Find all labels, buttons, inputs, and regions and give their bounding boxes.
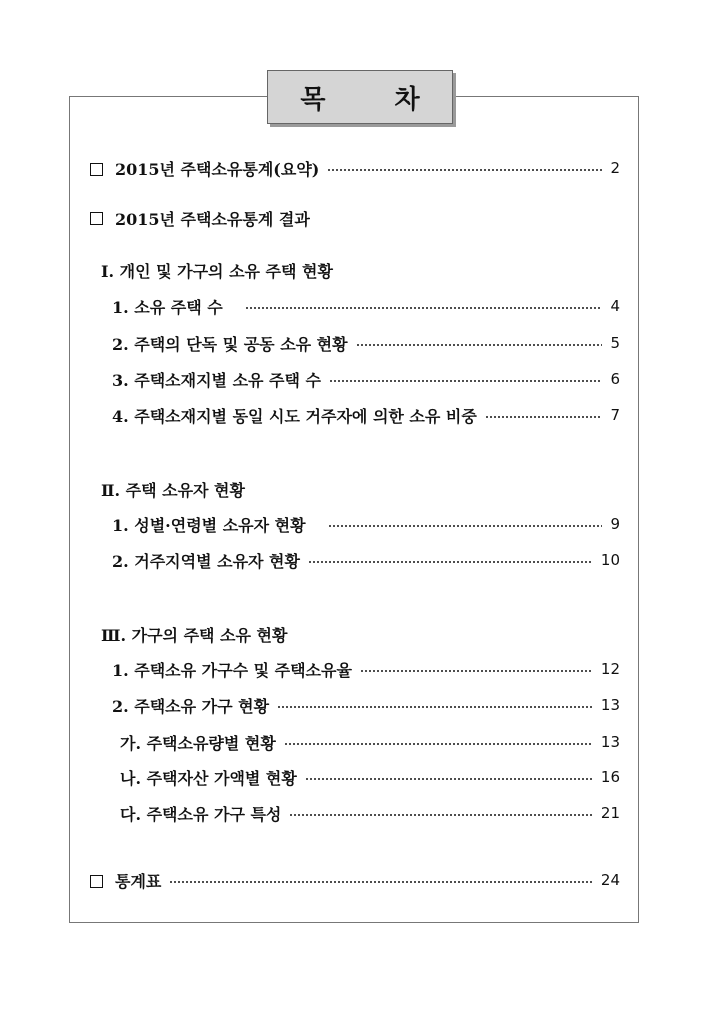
toc-entry[interactable]	[112, 512, 620, 536]
leader-dots	[360, 670, 593, 672]
toc-entry-tables[interactable]	[90, 868, 620, 892]
toc-title: 목 차	[267, 70, 453, 124]
toc-section-3[interactable]: Ⅲ. 가구의 주택 소유 현황	[101, 625, 288, 645]
toc-entry-label: 2. 주택의 단독 및 공동 소유 현황	[112, 334, 348, 354]
toc-page-number: 5	[610, 334, 620, 352]
leader-dots	[169, 881, 593, 883]
toc-entry-label: 다. 주택소유 가구 특성	[120, 804, 282, 824]
checkbox-square-icon	[90, 875, 103, 888]
checkbox-square-icon	[90, 163, 103, 176]
toc-section-1[interactable]: Ⅰ. 개인 및 가구의 소유 주택 현황	[101, 261, 333, 281]
toc-page-number: 16	[600, 768, 620, 786]
leader-dots	[308, 561, 593, 563]
leader-dots	[328, 525, 603, 527]
toc-page-number: 12	[600, 660, 620, 678]
toc-section-2[interactable]: Ⅱ. 주택 소유자 현황	[101, 480, 245, 500]
toc-entry-label: 4. 주택소재지별 동일 시도 거주자에 의한 소유 비중	[112, 406, 477, 426]
toc-entry[interactable]	[112, 331, 620, 355]
toc-entry-label: 2015년 주택소유통계(요약)	[115, 159, 320, 179]
toc-entry-label: 2. 주택소유 가구 현황	[112, 696, 270, 716]
toc-entry-label: 1. 성별·연령별 소유자 현황	[112, 515, 306, 535]
leader-dots	[277, 706, 593, 708]
toc-entry-summary[interactable]	[90, 156, 620, 180]
checkbox-square-icon	[90, 212, 103, 225]
toc-entry[interactable]	[120, 765, 620, 789]
leader-dots	[284, 743, 593, 745]
leader-dots	[485, 416, 603, 418]
toc-entry[interactable]	[120, 730, 620, 754]
leader-dots	[327, 169, 602, 171]
toc-entry-results[interactable]	[90, 206, 310, 230]
toc-entry-label: 2. 거주지역별 소유자 현황	[112, 551, 300, 571]
toc-entry[interactable]	[112, 693, 620, 717]
toc-entry-label: 2015년 주택소유통계 결과	[115, 209, 310, 229]
toc-entry[interactable]	[112, 294, 620, 318]
toc-page-number: 24	[600, 871, 620, 889]
toc-entry[interactable]	[112, 403, 620, 427]
toc-page-number: 13	[600, 696, 620, 714]
toc-entry[interactable]	[112, 548, 620, 572]
leader-dots	[289, 814, 593, 816]
leader-dots	[356, 344, 603, 346]
leader-dots	[305, 778, 593, 780]
toc-entry-label: 통계표	[115, 871, 162, 891]
toc-page-number: 4	[610, 297, 620, 315]
leader-dots	[329, 380, 602, 382]
toc-entry-label: 3. 주택소재지별 소유 주택 수	[112, 370, 322, 390]
toc-entry[interactable]	[112, 657, 620, 681]
toc-page-number: 10	[600, 551, 620, 569]
toc-page-number: 21	[600, 804, 620, 822]
toc-page-number: 9	[610, 515, 620, 533]
toc-page-number: 6	[610, 370, 620, 388]
toc-entry-label: 1. 소유 주택 수	[112, 297, 223, 317]
toc-page-number: 2	[610, 159, 620, 177]
toc-entry-label: 나. 주택자산 가액별 현황	[120, 768, 297, 788]
toc-page-number: 13	[600, 733, 620, 751]
toc-entry-label: 1. 주택소유 가구수 및 주택소유율	[112, 660, 352, 680]
leader-dots	[245, 307, 603, 309]
toc-entry[interactable]	[120, 801, 620, 825]
toc-entry[interactable]	[112, 367, 620, 391]
toc-page-number: 7	[610, 406, 620, 424]
toc-entry-label: 가. 주택소유량별 현황	[120, 733, 276, 753]
